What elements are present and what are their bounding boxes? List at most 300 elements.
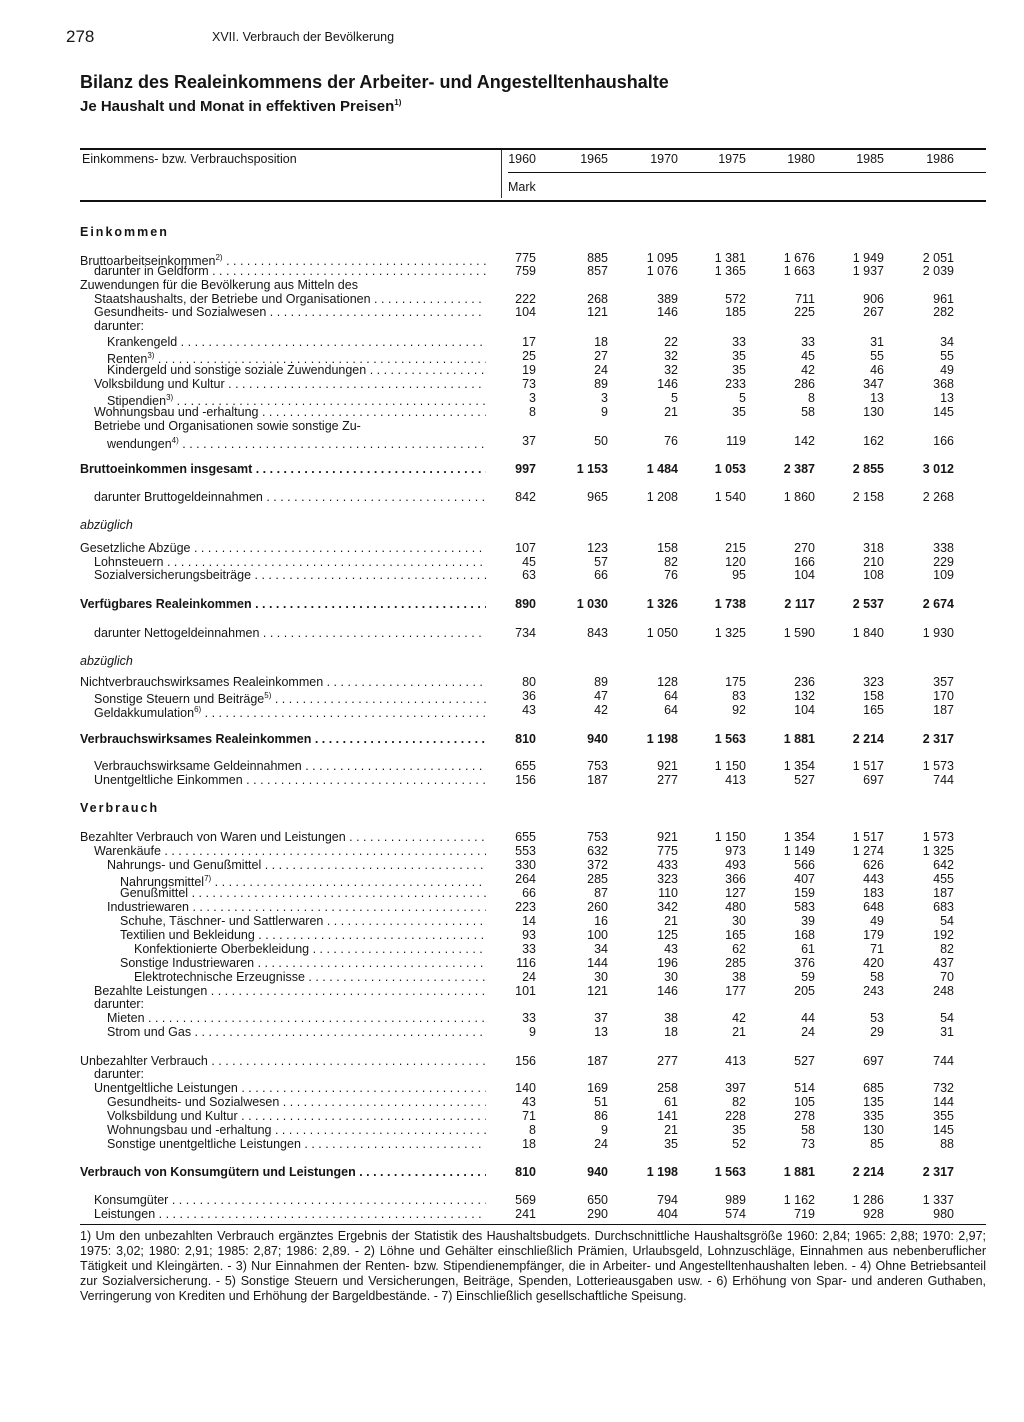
row-label (107, 434, 486, 451)
row-label (107, 858, 486, 872)
row-label-text: Verbrauchswirksames Realeinkommen (80, 732, 312, 746)
cell-1986: 437 (933, 956, 954, 970)
cell-1975: 127 (725, 886, 746, 900)
cell-1986: 2 317 (922, 1165, 954, 1179)
cell-1960: 93 (522, 928, 536, 942)
cell-1970: 258 (657, 1081, 678, 1095)
subtitle-text: Je Haushalt und Monat in effektiven Preisen (80, 98, 395, 115)
cell-1985: 420 (863, 956, 884, 970)
cell-1960: 842 (515, 490, 536, 504)
cell-1970: 61 (664, 1095, 678, 1109)
cell-1986: 187 (933, 886, 954, 900)
cell-1975: 62 (732, 942, 746, 956)
row-label (80, 830, 486, 844)
cell-1970: 21 (664, 914, 678, 928)
cell-1960: 37 (522, 434, 536, 448)
cell-1960: 655 (515, 830, 536, 844)
table-row (0, 462, 1024, 476)
cell-1986: 248 (933, 984, 954, 998)
row-label (94, 555, 486, 569)
row-label (107, 900, 486, 914)
cell-1980: 278 (794, 1109, 815, 1123)
row-label-text: darunter: (94, 1067, 145, 1081)
cell-1986: 683 (933, 900, 954, 914)
cell-1985: 158 (863, 689, 884, 703)
table-row (0, 568, 1024, 582)
cell-1965: 123 (587, 541, 608, 555)
cell-1960: 18 (522, 1137, 536, 1151)
cell-1975: 35 (732, 1123, 746, 1137)
row-label-text: Gesetzliche Abzüge (80, 541, 191, 555)
cell-1980: 225 (794, 305, 815, 319)
row-label-text: Geldakkumulation (94, 706, 195, 721)
table-row (0, 1095, 1024, 1109)
cell-1985: 2 855 (852, 462, 884, 476)
year-header-1985: 1985 (856, 152, 884, 166)
row-label (94, 1193, 486, 1207)
cell-1960: 569 (515, 1193, 536, 1207)
cell-1985: 71 (870, 942, 884, 956)
table-row (0, 434, 1024, 452)
cell-1965: 86 (594, 1109, 608, 1123)
row-label (94, 305, 486, 319)
table-row (0, 335, 1024, 349)
row-label-text: darunter: (94, 997, 145, 1011)
cell-1965: 144 (587, 956, 608, 970)
cell-1980: 142 (794, 434, 815, 448)
table-row (0, 886, 1024, 900)
cell-1960: 104 (515, 305, 536, 319)
cell-1986: 88 (940, 1137, 954, 1151)
cell-1980: 42 (801, 363, 815, 377)
row-label (94, 568, 486, 582)
footnotes: 1) Um den unbezahlten Verbrauch ergänztes Ergebnis der Statistik des Haushaltsbudgets. Durchschnittliche Haushaltsgröße 1960: 2,84; 1965: 2,88; 1970: 2,97; 1975: 3,02; 1980: 2,91; 1985: 2,87; 1986: 2,89. - 2) Löhne und Gehälter einschließlich Prämien, Urlaubsgeld, Lohnzuschläge, Einnahmen aus nebenberuflicher Tätigkeit und Kleingärten. - 3) Nur Einnahmen der Renten- bzw. Stipendienempfänger, die in Arbeiter- und Angestelltenhaushalten leben. - 4) Ohne Betriebsanteil zur Sozialversicherung. - 5) Sonstige Steuern und Versicherungen, Beiträge, Spenden, Lotterieausgaben usw. - 6) Erhöhung von Spar- und anderen Guthaben, Verringerung von Krediten und Erhöhung der Bargeldbestände. - 7) Einschließlich gesellschaftliche Speisung. (80, 1229, 986, 1303)
footnote-marker: 3) (166, 393, 174, 402)
cell-1960: 9 (529, 1025, 536, 1039)
cell-1965: 51 (594, 1095, 608, 1109)
cell-1986: 642 (933, 858, 954, 872)
cell-1986: 1 573 (922, 830, 954, 844)
table-row (0, 914, 1024, 928)
row-label (94, 703, 486, 720)
cell-1975: 480 (725, 900, 746, 914)
row-label (80, 801, 486, 815)
cell-1975: 1 563 (714, 1165, 746, 1179)
cell-1960: 73 (522, 377, 536, 391)
table-title: Bilanz des Realeinkommens der Arbeiter- und Angestelltenhaushalte (80, 72, 669, 92)
cell-1970: 158 (657, 541, 678, 555)
cell-1975: 413 (725, 773, 746, 787)
table-row (0, 1081, 1024, 1095)
cell-1985: 1 840 (852, 626, 884, 640)
cell-1970: 146 (657, 377, 678, 391)
cell-1970: 1 208 (646, 490, 678, 504)
cell-1975: 1 150 (714, 830, 746, 844)
cell-1986: 109 (933, 568, 954, 582)
cell-1975: 35 (732, 363, 746, 377)
cell-1985: 46 (870, 363, 884, 377)
cell-1965: 3 (601, 391, 608, 405)
cell-1970: 146 (657, 984, 678, 998)
cell-1970: 125 (657, 928, 678, 942)
cell-1975: 120 (725, 555, 746, 569)
cell-1980: 270 (794, 541, 815, 555)
cell-1970: 1 076 (646, 264, 678, 278)
cell-1970: 128 (657, 675, 678, 689)
cell-1970: 1 198 (646, 732, 678, 746)
cell-1965: 169 (587, 1081, 608, 1095)
cell-1970: 775 (657, 844, 678, 858)
cell-1975: 52 (732, 1137, 746, 1151)
cell-1980: 168 (794, 928, 815, 942)
table-row (0, 830, 1024, 844)
table-row (0, 626, 1024, 640)
cell-1986: 2 051 (922, 251, 954, 265)
page-number: 278 (66, 27, 95, 46)
cell-1965: 121 (587, 984, 608, 998)
cell-1960: 14 (522, 914, 536, 928)
cell-1985: 85 (870, 1137, 884, 1151)
cell-1965: 13 (594, 1025, 608, 1039)
footnote-marker: 6) (194, 705, 202, 714)
cell-1980: 205 (794, 984, 815, 998)
row-label (107, 335, 486, 349)
cell-1985: 2 214 (852, 732, 884, 746)
table-row (0, 872, 1024, 890)
cell-1985: 1 517 (852, 830, 884, 844)
cell-1965: 1 030 (576, 597, 608, 611)
cell-1985: 626 (863, 858, 884, 872)
cell-1970: 21 (664, 405, 678, 419)
cell-1980: 1 149 (783, 844, 815, 858)
cell-1960: 45 (522, 555, 536, 569)
table-row (0, 759, 1024, 773)
row-label-text: Elektrotechnische Erzeugnisse (134, 970, 305, 984)
row-label (94, 490, 486, 504)
cell-1985: 31 (870, 335, 884, 349)
cell-1960: 553 (515, 844, 536, 858)
cell-1970: 64 (664, 703, 678, 717)
cell-1960: 140 (515, 1081, 536, 1095)
cell-1980: 2 387 (783, 462, 815, 476)
cell-1980: 407 (794, 872, 815, 886)
cell-1970: 921 (657, 830, 678, 844)
cell-1986: 2 674 (922, 597, 954, 611)
cell-1986: 2 268 (922, 490, 954, 504)
row-label-text: Unentgeltliche Leistungen (94, 1081, 238, 1095)
cell-1986: 2 039 (922, 264, 954, 278)
cell-1960: 116 (516, 956, 536, 970)
cell-1986: 166 (933, 434, 954, 448)
row-label (94, 759, 486, 773)
cell-1975: 1 053 (714, 462, 746, 476)
table-row (0, 349, 1024, 367)
row-label-text: Kindergeld und sonstige soziale Zuwendungen (107, 363, 367, 377)
cell-1980: 1 676 (783, 251, 815, 265)
cell-1965: 100 (587, 928, 608, 942)
cell-1970: 32 (664, 349, 678, 363)
cell-1960: 775 (515, 251, 536, 265)
row-label (107, 363, 486, 377)
cell-1980: 719 (794, 1207, 815, 1221)
cell-1975: 973 (725, 844, 746, 858)
table-row (0, 1193, 1024, 1207)
cell-1960: 810 (515, 732, 536, 746)
cell-1985: 1 286 (852, 1193, 884, 1207)
row-label (94, 1207, 486, 1221)
row-label-text: Mieten (107, 1011, 145, 1025)
row-label-text: Volksbildung und Kultur (107, 1109, 238, 1123)
cell-1970: 1 326 (646, 597, 678, 611)
row-label (94, 626, 486, 640)
cell-1980: 566 (794, 858, 815, 872)
row-label-text: Betriebe und Organisationen sowie sonstige Zu- (94, 419, 361, 433)
cell-1970: 389 (657, 292, 678, 306)
table-row (0, 391, 1024, 409)
cell-1985: 697 (863, 1054, 884, 1068)
table-row (0, 1165, 1024, 1179)
cell-1970: 1 484 (646, 462, 678, 476)
row-label (80, 732, 486, 746)
cell-1975: 1 365 (714, 264, 746, 278)
cell-1986: 961 (933, 292, 954, 306)
cell-1965: 1 153 (576, 462, 608, 476)
subtitle-note: 1) (394, 98, 402, 107)
row-label-text: Renten (107, 352, 148, 367)
cell-1965: 50 (594, 434, 608, 448)
cell-1970: 18 (664, 1025, 678, 1039)
cell-1986: 49 (940, 363, 954, 377)
cell-1965: 27 (594, 349, 608, 363)
table-row (0, 1011, 1024, 1025)
cell-1985: 130 (863, 1123, 884, 1137)
cell-1975: 228 (725, 1109, 746, 1123)
cell-1986: 744 (933, 773, 954, 787)
cell-1975: 177 (725, 984, 746, 998)
cell-1965: 753 (587, 830, 608, 844)
cell-1960: 101 (515, 984, 536, 998)
cell-1965: 260 (587, 900, 608, 914)
cell-1986: 192 (933, 928, 954, 942)
cell-1986: 368 (933, 377, 954, 391)
row-label-text: Unbezahlter Verbrauch (80, 1054, 208, 1068)
cell-1960: 71 (522, 1109, 536, 1123)
row-label (80, 462, 486, 476)
cell-1970: 433 (657, 858, 678, 872)
table-row (0, 1067, 1024, 1081)
cell-1980: 132 (794, 689, 815, 703)
cell-1980: 2 117 (784, 597, 815, 611)
cell-1985: 55 (870, 349, 884, 363)
table-row (0, 689, 1024, 707)
cell-1975: 285 (725, 956, 746, 970)
cell-1980: 1 860 (783, 490, 815, 504)
table-row (0, 1123, 1024, 1137)
cell-1986: 34 (940, 335, 954, 349)
row-label-text: Verfügbares Realeinkommen (80, 597, 252, 611)
cell-1960: 43 (522, 703, 536, 717)
cell-1960: 890 (515, 597, 536, 611)
cell-1985: 165 (863, 703, 884, 717)
cell-1965: 650 (587, 1193, 608, 1207)
cell-1970: 5 (671, 391, 678, 405)
cell-1985: 267 (863, 305, 884, 319)
cell-1986: 455 (933, 872, 954, 886)
cell-1965: 57 (594, 555, 608, 569)
row-label-text: Sonstige unentgeltliche Leistungen (107, 1137, 301, 1151)
cell-1965: 34 (594, 942, 608, 956)
table-row (0, 703, 1024, 721)
row-label-text: Verbrauch von Konsumgütern und Leistungen (80, 1165, 356, 1179)
row-label-text: Wohnungsbau und -erhaltung (94, 405, 259, 419)
cell-1985: 1 949 (852, 251, 884, 265)
table-row (0, 377, 1024, 391)
cell-1975: 1 381 (714, 251, 746, 265)
cell-1986: 54 (940, 1011, 954, 1025)
row-label-text: Krankengeld (107, 335, 178, 349)
table-row (0, 997, 1024, 1011)
cell-1965: 857 (587, 264, 608, 278)
cell-1960: 241 (515, 1207, 536, 1221)
cell-1960: 19 (522, 363, 536, 377)
cell-1965: 268 (587, 292, 608, 306)
cell-1986: 229 (933, 555, 954, 569)
cell-1985: 135 (863, 1095, 884, 1109)
row-label (94, 997, 486, 1011)
cell-1985: 928 (863, 1207, 884, 1221)
cell-1975: 42 (732, 1011, 746, 1025)
cell-1970: 921 (657, 759, 678, 773)
cell-1965: 89 (594, 377, 608, 391)
cell-1985: 58 (870, 970, 884, 984)
cell-1960: 156 (515, 773, 536, 787)
cell-1986: 144 (933, 1095, 954, 1109)
cell-1985: 347 (863, 377, 884, 391)
cell-1965: 843 (587, 626, 608, 640)
cell-1970: 404 (657, 1207, 678, 1221)
cell-1975: 1 325 (714, 626, 746, 640)
cell-1986: 282 (933, 305, 954, 319)
row-label-text: Nichtverbrauchswirksames Realeinkommen (80, 675, 324, 689)
footnote-marker: 2) (215, 253, 223, 262)
table-row (0, 518, 1024, 532)
row-label-text: darunter in Geldform (94, 264, 209, 278)
cell-1986: 3 012 (922, 462, 954, 476)
year-header-1965: 1965 (580, 152, 608, 166)
cell-1985: 130 (863, 405, 884, 419)
cell-1980: 286 (794, 377, 815, 391)
cell-1986: 31 (940, 1025, 954, 1039)
year-header-1975: 1975 (718, 152, 746, 166)
row-label-text: darunter: (94, 319, 145, 333)
cell-1985: 697 (863, 773, 884, 787)
cell-1965: 187 (587, 773, 608, 787)
table-row (0, 900, 1024, 914)
cell-1965: 89 (594, 675, 608, 689)
cell-1975: 33 (732, 335, 746, 349)
row-label (80, 278, 486, 292)
cell-1960: 734 (515, 626, 536, 640)
table-row (0, 319, 1024, 333)
row-label-text: abzüglich (80, 518, 133, 532)
cell-1975: 35 (732, 349, 746, 363)
cell-1986: 187 (933, 703, 954, 717)
cell-1965: 187 (587, 1054, 608, 1068)
cell-1975: 989 (725, 1193, 746, 1207)
cell-1960: 63 (522, 568, 536, 582)
cell-1986: 145 (933, 1123, 954, 1137)
row-label (94, 377, 486, 391)
row-label (134, 970, 486, 984)
cell-1965: 372 (587, 858, 608, 872)
cell-1980: 1 881 (783, 1165, 815, 1179)
cell-1965: 24 (594, 363, 608, 377)
table-row (0, 251, 1024, 269)
row-label-text: Genußmittel (120, 886, 189, 900)
cell-1980: 73 (801, 1137, 815, 1151)
row-label (80, 597, 486, 611)
cell-1986: 55 (940, 349, 954, 363)
row-label-text: Unentgeltliche Einkommen (94, 773, 243, 787)
table-row (0, 541, 1024, 555)
cell-1980: 236 (794, 675, 815, 689)
cell-1986: 1 337 (922, 1193, 954, 1207)
row-label-text: Konsumgüter (94, 1193, 169, 1207)
cell-1986: 54 (940, 914, 954, 928)
cell-1965: 30 (594, 970, 608, 984)
cell-1986: 2 317 (922, 732, 954, 746)
cell-1980: 33 (801, 335, 815, 349)
year-header-1986: 1986 (926, 152, 954, 166)
table-row (0, 1207, 1024, 1221)
cell-1960: 107 (515, 541, 536, 555)
cell-1960: 33 (522, 1011, 536, 1025)
row-label-text: Schuhe, Täschner- und Sattlerwaren (120, 914, 324, 928)
row-label (134, 942, 486, 956)
table-row (0, 984, 1024, 998)
cell-1965: 42 (594, 703, 608, 717)
year-header-1980: 1980 (787, 152, 815, 166)
cell-1985: 685 (863, 1081, 884, 1095)
cell-1965: 285 (587, 872, 608, 886)
cell-1980: 61 (801, 942, 815, 956)
cell-1965: 121 (587, 305, 608, 319)
row-label (94, 984, 486, 998)
cell-1970: 30 (664, 970, 678, 984)
cell-1960: 156 (515, 1054, 536, 1068)
cell-1980: 105 (794, 1095, 815, 1109)
cell-1986: 355 (933, 1109, 954, 1123)
cell-1986: 1 573 (922, 759, 954, 773)
cell-1960: 8 (529, 1123, 536, 1137)
cell-1970: 196 (657, 956, 678, 970)
chapter-title: XVII. Verbrauch der Bevölkerung (212, 30, 395, 44)
cell-1965: 24 (594, 1137, 608, 1151)
cell-1985: 318 (863, 541, 884, 555)
cell-1980: 24 (801, 1025, 815, 1039)
row-label-text: Strom und Gas (107, 1025, 192, 1039)
cell-1965: 18 (594, 335, 608, 349)
cell-1960: 80 (522, 675, 536, 689)
cell-1960: 25 (522, 349, 536, 363)
cell-1960: 759 (515, 264, 536, 278)
cell-1985: 108 (863, 568, 884, 582)
cell-1980: 1 162 (783, 1193, 815, 1207)
cell-1960: 8 (529, 405, 536, 419)
row-label-text: Gesundheits- und Sozialwesen (107, 1095, 280, 1109)
cell-1970: 76 (664, 568, 678, 582)
row-label (80, 518, 486, 532)
